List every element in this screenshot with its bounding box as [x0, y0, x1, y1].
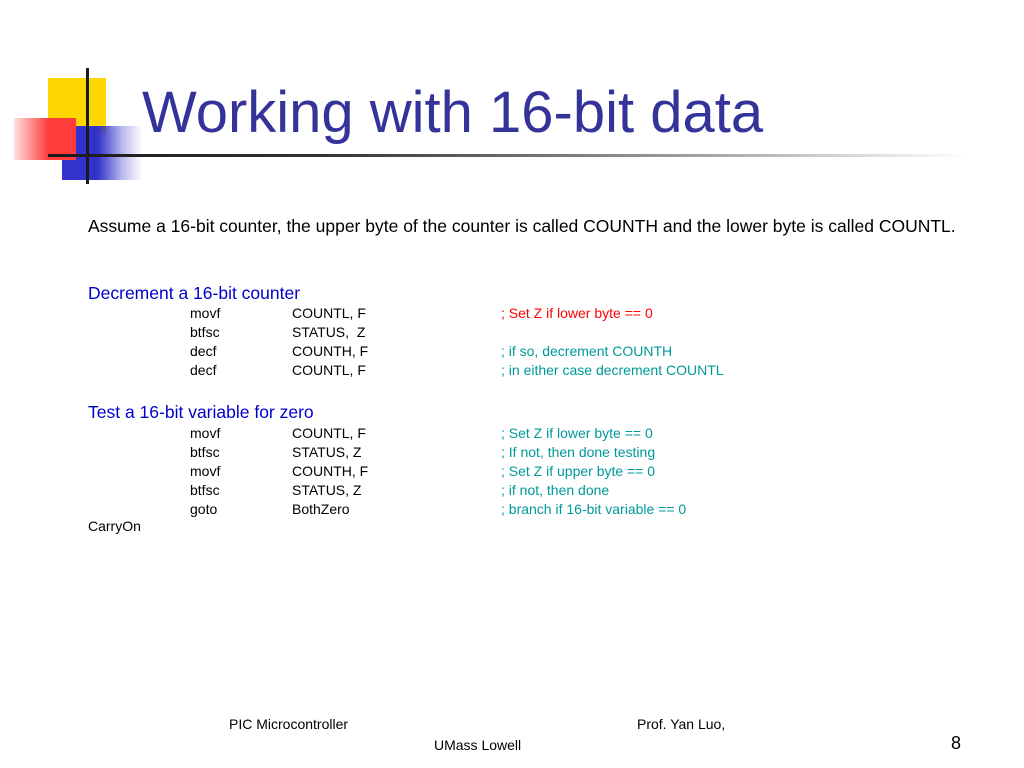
code-comment: ; branch if 16-bit variable == 0	[501, 501, 687, 517]
section-heading-decrement: Decrement a 16-bit counter	[88, 283, 301, 303]
code-operand: COUNTL, F	[292, 362, 366, 378]
footer-institution: UMass Lowell	[434, 737, 522, 753]
code-operand: BothZero	[292, 501, 350, 517]
code-comment: ; if not, then done	[501, 482, 610, 498]
code-comment: ; Set Z if lower byte == 0	[501, 425, 653, 441]
code-operand: COUNTL, F	[292, 305, 366, 321]
code-comment: ; If not, then done testing	[501, 444, 656, 460]
code-operand: STATUS, Z	[292, 324, 366, 340]
section-heading-test-zero: Test a 16-bit variable for zero	[88, 402, 314, 422]
page-number: 8	[951, 733, 962, 753]
code-opcode: btfsc	[190, 444, 220, 460]
logo-vertical-line	[86, 68, 89, 184]
code-opcode: decf	[190, 362, 217, 378]
code-comment: ; Set Z if lower byte == 0	[501, 305, 653, 321]
code-operand: COUNTL, F	[292, 425, 366, 441]
code-comment: ; in either case decrement COUNTL	[501, 362, 724, 378]
code-comment: ; if so, decrement COUNTH	[501, 343, 673, 359]
intro-paragraph: Assume a 16-bit counter, the upper byte of the counter is called COUNTH and the lower byte is called COUNTL.	[88, 216, 956, 236]
code-opcode: btfsc	[190, 324, 220, 340]
code-opcode: goto	[190, 501, 218, 517]
footer-author: Prof. Yan Luo,	[637, 716, 726, 732]
code-opcode: btfsc	[190, 482, 220, 498]
code-opcode: decf	[190, 343, 217, 359]
code-operand: COUNTH, F	[292, 343, 369, 359]
code-comment: ; Set Z if upper byte == 0	[501, 463, 656, 479]
code-opcode: movf	[190, 305, 221, 321]
footer-course: PIC Microcontroller	[229, 716, 349, 732]
carryon-label: CarryOn	[88, 518, 141, 534]
code-operand: STATUS, Z	[292, 482, 362, 498]
code-opcode: movf	[190, 425, 221, 441]
code-operand: STATUS, Z	[292, 444, 362, 460]
title-underline	[48, 154, 968, 157]
code-opcode: movf	[190, 463, 221, 479]
slide-title: Working with 16-bit data	[142, 80, 764, 145]
code-operand: COUNTH, F	[292, 463, 369, 479]
